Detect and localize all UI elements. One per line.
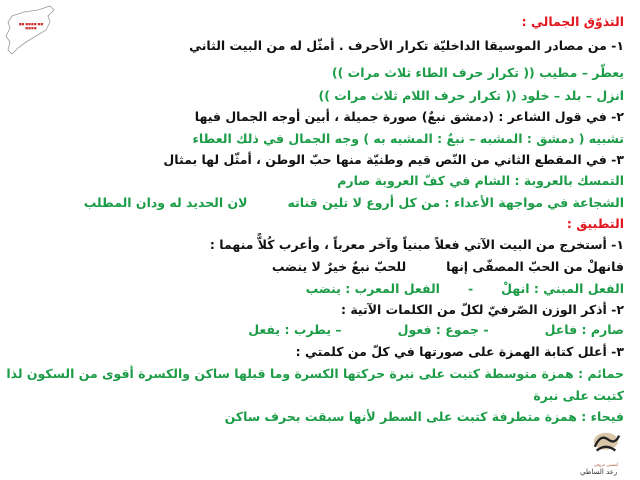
morph-weight-answer-3: – يطرب : يفعل (248, 322, 342, 337)
morph-weight-answer-1: صارم : فاعل (544, 322, 624, 337)
question-2: ٢- في قول الشاعر : (دمشق نبعٌ) صورة جميلة ، أبين أوجه الجمال فيها (194, 109, 624, 124)
answer-3-line-2a: الشجاعة في مواجهة الأعداء : من كل أروع لا تلين قناته (287, 195, 624, 210)
syria-map-logo (2, 2, 58, 60)
answer-3-line-2 (84, 194, 624, 212)
application-question-1: ١- أستخرج من البيت الآتي فعلاً مبنياً وآخر معرباً ، وأعرب كُلاًّ منهما : (209, 237, 624, 252)
section-title-appreciation: التذوّق الجمالي : (521, 14, 624, 29)
application-question-3: ٣- أعلل كتابة الهمزة على صورتها في كلّ من كلمتي : (295, 344, 624, 359)
answer-3-line-1: التمسك بالعروبة : الشام في كفّ العروبة صارم (337, 173, 624, 188)
map-outline-icon (2, 2, 58, 60)
calligraphy-logo-icon (586, 430, 626, 458)
logo-caption: أنغمس حروفي (593, 462, 619, 467)
verse (272, 258, 624, 276)
hamza-answer-1: حمائم : همزة متوسطة كتبت على نبرة حركتها الكسرة وما قبلها ساكن والكسرة أقوى من السكون لذا (6, 366, 624, 381)
answer-3-line-2b: لان الحديد له ودان المطلب (83, 195, 248, 210)
section-title-application: التطبيق : (566, 216, 624, 231)
answer-2: تشبيه ( دمشق : المشبه – نبعٌ : المشبه به ) وجه الجمال في ذلك العطاء (192, 131, 624, 146)
verse-first-half: فانهلْ من الحبّ المصفّى إنها (446, 259, 624, 274)
built-verb-answer: الفعل المبني : انهلْ (501, 281, 624, 296)
morph-weight-answer-2: - جموع : فعول (397, 322, 489, 337)
author-name: رعد الساطي (580, 468, 618, 476)
hamza-answer-1-continued: كتبت على نبرة (533, 388, 624, 403)
answer-1-line-2: انزل – بلد – خلود (( تكرار حرف اللام ثلاث مرات )) (318, 88, 624, 103)
question-3: ٣- في المقطع الثاني من النّص قيم وطنيّة منها حبّ الوطن ، أمثّل لها بمثال (163, 152, 624, 167)
question-1: ١- من مصادر الموسيقا الداخليّة تكرار الأحرف . أمثّل له من البيت الثاني (189, 38, 624, 53)
answer-separator: - (467, 281, 474, 296)
verse-second-half: للحبّ نبعٌ خيرٌ لا ينضب (271, 259, 407, 274)
application-question-2: ٢- أذكر الوزن الصّرفيّ لكلّ من الكلمات الآتية : (340, 302, 624, 317)
map-logo-text: ■■ ■■■■ ■■ ■■■■ (18, 22, 44, 30)
declined-verb-answer: الفعل المعرب : ينضب (305, 281, 440, 296)
morph-weight-answers (248, 321, 624, 339)
author-logo (586, 430, 626, 467)
verb-answers (306, 280, 624, 298)
hamza-answer-2: فيحاء : همزة متطرفة كتبت على السطر لأنها سبقت بحرف ساكن (224, 409, 624, 424)
answer-1-line-1: يعطّر – مطيب (( تكرار حرف الطاء ثلاث مرات )) (331, 65, 624, 80)
